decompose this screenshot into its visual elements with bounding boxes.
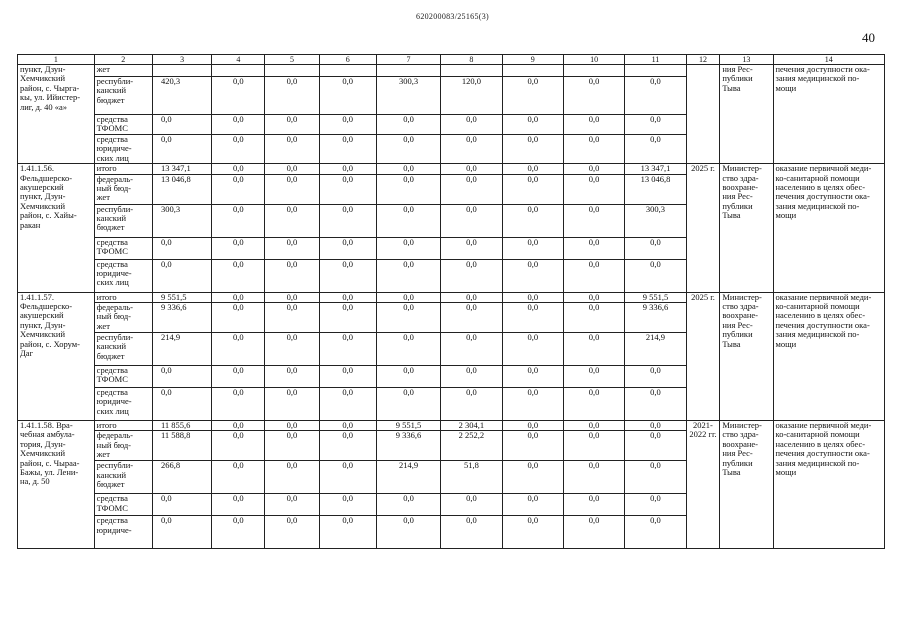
value-cell: 0,0 (319, 366, 376, 388)
value-cell: 0,0 (265, 421, 319, 431)
column-header: 13 (720, 55, 773, 65)
value-cell: 2 304,1 (441, 421, 502, 431)
column-header: 7 (376, 55, 440, 65)
value-cell: 0,0 (319, 303, 376, 333)
value-cell: 0,0 (502, 174, 563, 204)
value-cell: 9 336,6 (152, 303, 211, 333)
budget-table (17, 54, 885, 549)
value-cell: 13 347,1 (625, 164, 686, 174)
value-cell: 0,0 (265, 303, 319, 333)
value-cell: 0,0 (265, 77, 319, 115)
value-cell: 0,0 (212, 303, 265, 333)
value-cell: 0,0 (212, 135, 265, 164)
value-cell: 0,0 (265, 204, 319, 237)
value-cell: 0,0 (563, 259, 624, 292)
value-cell: 0,0 (502, 115, 563, 135)
source-cell: средства ТФОМС (94, 494, 152, 516)
value-cell: 0,0 (625, 516, 686, 549)
value-cell: 0,0 (265, 494, 319, 516)
source-cell: республи- канский бюджет (94, 77, 152, 115)
value-cell: 0,0 (376, 388, 440, 421)
value-cell: 0,0 (502, 237, 563, 259)
value-cell (441, 65, 502, 77)
value-cell: 0,0 (563, 366, 624, 388)
value-cell: 0,0 (502, 135, 563, 164)
value-cell: 0,0 (625, 366, 686, 388)
value-cell: 0,0 (502, 388, 563, 421)
column-header: 12 (686, 55, 720, 65)
value-cell: 0,0 (265, 461, 319, 494)
value-cell: 13 347,1 (152, 164, 211, 174)
value-cell: 0,0 (502, 421, 563, 431)
value-cell: 9 336,6 (625, 303, 686, 333)
value-cell: 2 252,2 (441, 431, 502, 461)
value-cell: 0,0 (563, 303, 624, 333)
value-cell: 9 551,5 (152, 292, 211, 302)
value-cell: 0,0 (376, 174, 440, 204)
value-cell: 300,3 (152, 204, 211, 237)
value-cell: 0,0 (563, 135, 624, 164)
value-cell: 0,0 (563, 174, 624, 204)
value-cell: 214,9 (625, 333, 686, 366)
source-cell: средства юридиче- ских лиц (94, 388, 152, 421)
executor-cell: ния Рес- публики Тыва (720, 65, 773, 164)
source-cell: федераль- ный бюд- жет (94, 431, 152, 461)
value-cell: 0,0 (265, 366, 319, 388)
table-row (18, 292, 885, 302)
value-cell: 0,0 (152, 259, 211, 292)
value-cell: 0,0 (152, 494, 211, 516)
value-cell (152, 65, 211, 77)
value-cell: 0,0 (502, 494, 563, 516)
executor-cell: Министер- ство здра- воохране- ния Рес- публики Тыва (720, 164, 773, 292)
value-cell: 11 588,8 (152, 431, 211, 461)
value-cell: 0,0 (265, 164, 319, 174)
goal-cell: оказание первичной меди- ко-санитарной помощи населению в целях обес- печения доступности ока- зания медицинской по- мощи (773, 292, 885, 420)
value-cell: 0,0 (441, 135, 502, 164)
value-cell: 0,0 (152, 237, 211, 259)
value-cell: 0,0 (152, 516, 211, 549)
value-cell: 0,0 (441, 303, 502, 333)
value-cell: 0,0 (376, 115, 440, 135)
value-cell: 0,0 (376, 259, 440, 292)
value-cell: 0,0 (265, 259, 319, 292)
value-cell: 0,0 (563, 461, 624, 494)
value-cell: 0,0 (441, 204, 502, 237)
value-cell (625, 65, 686, 77)
value-cell: 0,0 (625, 237, 686, 259)
page-number: 40 (862, 30, 875, 45)
value-cell: 0,0 (265, 516, 319, 549)
value-cell: 0,0 (502, 303, 563, 333)
column-header: 5 (265, 55, 319, 65)
source-cell: итого (94, 421, 152, 431)
year-cell: 2025 г. (686, 292, 720, 420)
value-cell: 0,0 (212, 77, 265, 115)
value-cell: 0,0 (625, 461, 686, 494)
value-cell: 0,0 (212, 366, 265, 388)
column-header: 14 (773, 55, 885, 65)
value-cell: 0,0 (502, 259, 563, 292)
value-cell: 0,0 (625, 259, 686, 292)
value-cell (376, 65, 440, 77)
table-row (18, 65, 885, 77)
value-cell: 0,0 (212, 461, 265, 494)
value-cell: 0,0 (319, 115, 376, 135)
value-cell: 0,0 (265, 333, 319, 366)
source-cell: средства ТФОМС (94, 237, 152, 259)
value-cell: 0,0 (376, 292, 440, 302)
value-cell: 0,0 (441, 366, 502, 388)
source-cell: республи- канский бюджет (94, 333, 152, 366)
column-header: 3 (152, 55, 211, 65)
object-cell: 1.41.1.58. Вра- чебная амбула- тория, Дзун- Хемчикский район, с. Чыраа- Бажы, ул. Лени- на, д. 50 (18, 421, 95, 549)
source-cell: республи- канский бюджет (94, 204, 152, 237)
column-header: 10 (563, 55, 624, 65)
value-cell: 0,0 (376, 494, 440, 516)
executor-cell: Министер- ство здра- воохране- ния Рес- публики Тыва (720, 421, 773, 549)
header-row (18, 55, 885, 65)
object-cell: пункт, Дзун- Хемчикский район, с. Чырга- кы, ул. Ийистер- лиг, д. 40 «а» (18, 65, 95, 164)
value-cell: 0,0 (625, 431, 686, 461)
value-cell: 0,0 (319, 174, 376, 204)
value-cell: 0,0 (319, 237, 376, 259)
value-cell: 0,0 (212, 516, 265, 549)
value-cell: 0,0 (212, 174, 265, 204)
value-cell: 0,0 (563, 421, 624, 431)
value-cell: 300,3 (376, 77, 440, 115)
value-cell: 0,0 (212, 333, 265, 366)
value-cell (319, 65, 376, 77)
value-cell: 0,0 (376, 164, 440, 174)
value-cell: 0,0 (441, 388, 502, 421)
value-cell: 0,0 (319, 494, 376, 516)
value-cell: 0,0 (441, 174, 502, 204)
value-cell: 0,0 (441, 259, 502, 292)
value-cell: 9 336,6 (376, 431, 440, 461)
source-cell: федераль- ный бюд- жет (94, 174, 152, 204)
value-cell: 0,0 (212, 237, 265, 259)
year-cell: 2025 г. (686, 164, 720, 292)
value-cell: 11 855,6 (152, 421, 211, 431)
value-cell: 0,0 (376, 204, 440, 237)
table-row (18, 164, 885, 174)
value-cell: 0,0 (319, 333, 376, 366)
value-cell: 0,0 (625, 421, 686, 431)
value-cell: 9 551,5 (376, 421, 440, 431)
value-cell: 0,0 (625, 388, 686, 421)
value-cell: 0,0 (152, 135, 211, 164)
value-cell: 0,0 (265, 174, 319, 204)
column-header: 8 (441, 55, 502, 65)
value-cell: 0,0 (265, 292, 319, 302)
value-cell: 0,0 (563, 292, 624, 302)
value-cell: 0,0 (376, 135, 440, 164)
value-cell: 0,0 (319, 461, 376, 494)
value-cell: 266,8 (152, 461, 211, 494)
source-cell: итого (94, 164, 152, 174)
value-cell: 0,0 (319, 164, 376, 174)
column-header: 4 (212, 55, 265, 65)
year-cell: 2021- 2022 гг. (686, 421, 720, 549)
value-cell: 0,0 (265, 115, 319, 135)
value-cell: 0,0 (441, 237, 502, 259)
value-cell: 0,0 (376, 237, 440, 259)
value-cell: 0,0 (502, 461, 563, 494)
value-cell: 0,0 (563, 516, 624, 549)
value-cell: 0,0 (319, 77, 376, 115)
value-cell: 0,0 (502, 204, 563, 237)
value-cell: 13 046,8 (625, 174, 686, 204)
value-cell: 214,9 (152, 333, 211, 366)
value-cell: 9 551,5 (625, 292, 686, 302)
source-cell: республи- канский бюджет (94, 461, 152, 494)
value-cell: 0,0 (319, 292, 376, 302)
value-cell: 0,0 (441, 292, 502, 302)
value-cell: 0,0 (563, 388, 624, 421)
value-cell: 0,0 (502, 333, 563, 366)
goal-cell: оказание первичной меди- ко-санитарной помощи населению в целях обес- печения доступности ока- зания медицинской по- мощи (773, 164, 885, 292)
source-cell: средства юридиче- ских лиц (94, 135, 152, 164)
value-cell: 0,0 (563, 333, 624, 366)
source-cell: средства ТФОМС (94, 115, 152, 135)
column-header: 1 (18, 55, 95, 65)
value-cell: 0,0 (212, 115, 265, 135)
value-cell: 0,0 (502, 164, 563, 174)
source-cell: средства ТФОМС (94, 366, 152, 388)
value-cell: 0,0 (502, 366, 563, 388)
column-header: 9 (502, 55, 563, 65)
value-cell: 0,0 (441, 164, 502, 174)
value-cell: 0,0 (625, 135, 686, 164)
value-cell: 0,0 (319, 259, 376, 292)
value-cell: 0,0 (212, 164, 265, 174)
value-cell: 0,0 (319, 135, 376, 164)
value-cell: 0,0 (212, 388, 265, 421)
value-cell: 0,0 (376, 366, 440, 388)
value-cell: 0,0 (563, 77, 624, 115)
value-cell: 0,0 (441, 494, 502, 516)
value-cell: 0,0 (212, 421, 265, 431)
value-cell (502, 65, 563, 77)
value-cell: 0,0 (152, 388, 211, 421)
value-cell: 120,0 (441, 77, 502, 115)
source-cell: итого (94, 292, 152, 302)
value-cell: 214,9 (376, 461, 440, 494)
value-cell: 0,0 (376, 516, 440, 549)
document-id: 620200083/25165(3) (416, 12, 489, 21)
value-cell: 0,0 (376, 303, 440, 333)
value-cell: 13 046,8 (152, 174, 211, 204)
value-cell (212, 65, 265, 77)
year-cell (686, 65, 720, 164)
value-cell: 0,0 (265, 431, 319, 461)
value-cell: 0,0 (502, 77, 563, 115)
executor-cell: Министер- ство здра- воохране- ния Рес- публики Тыва (720, 292, 773, 420)
value-cell: 0,0 (319, 431, 376, 461)
value-cell: 0,0 (212, 431, 265, 461)
value-cell: 0,0 (563, 204, 624, 237)
source-cell: федераль- ный бюд- жет (94, 303, 152, 333)
value-cell: 0,0 (212, 259, 265, 292)
value-cell: 0,0 (212, 292, 265, 302)
value-cell: 0,0 (376, 333, 440, 366)
value-cell: 0,0 (625, 77, 686, 115)
value-cell: 0,0 (563, 431, 624, 461)
value-cell: 0,0 (319, 516, 376, 549)
value-cell: 0,0 (265, 388, 319, 421)
value-cell: 51,8 (441, 461, 502, 494)
object-cell: 1.41.1.57. Фельдшерско- акушерский пункт, Дзун- Хемчикский район, с. Хорум- Даг (18, 292, 95, 420)
table-row (18, 421, 885, 431)
object-cell: 1.41.1.56. Фельдшерско- акушерский пункт, Дзун- Хемчикский район, с. Хайы- ракан (18, 164, 95, 292)
value-cell: 0,0 (319, 204, 376, 237)
source-cell: жет (94, 65, 152, 77)
value-cell: 0,0 (625, 494, 686, 516)
value-cell: 0,0 (319, 388, 376, 421)
column-header: 2 (94, 55, 152, 65)
source-cell: средства юридиче- (94, 516, 152, 549)
value-cell: 0,0 (319, 421, 376, 431)
value-cell (563, 65, 624, 77)
value-cell: 420,3 (152, 77, 211, 115)
value-cell: 0,0 (265, 237, 319, 259)
value-cell: 0,0 (563, 237, 624, 259)
value-cell: 0,0 (441, 115, 502, 135)
value-cell: 0,0 (152, 115, 211, 135)
value-cell: 0,0 (625, 115, 686, 135)
value-cell: 0,0 (152, 366, 211, 388)
value-cell: 0,0 (265, 135, 319, 164)
value-cell: 0,0 (441, 516, 502, 549)
value-cell: 0,0 (502, 516, 563, 549)
goal-cell: печения доступности ока- зания медицинской по- мощи (773, 65, 885, 164)
value-cell: 0,0 (563, 115, 624, 135)
value-cell (265, 65, 319, 77)
value-cell: 0,0 (502, 431, 563, 461)
value-cell: 0,0 (563, 164, 624, 174)
value-cell: 0,0 (212, 494, 265, 516)
column-header: 11 (625, 55, 686, 65)
value-cell: 0,0 (502, 292, 563, 302)
value-cell: 0,0 (212, 204, 265, 237)
goal-cell: оказание первичной меди- ко-санитарной помощи населению в целях обес- печения доступности ока- зания медицинской по- мощи (773, 421, 885, 549)
value-cell: 0,0 (563, 494, 624, 516)
value-cell: 0,0 (441, 333, 502, 366)
source-cell: средства юридиче- ских лиц (94, 259, 152, 292)
value-cell: 300,3 (625, 204, 686, 237)
column-header: 6 (319, 55, 376, 65)
